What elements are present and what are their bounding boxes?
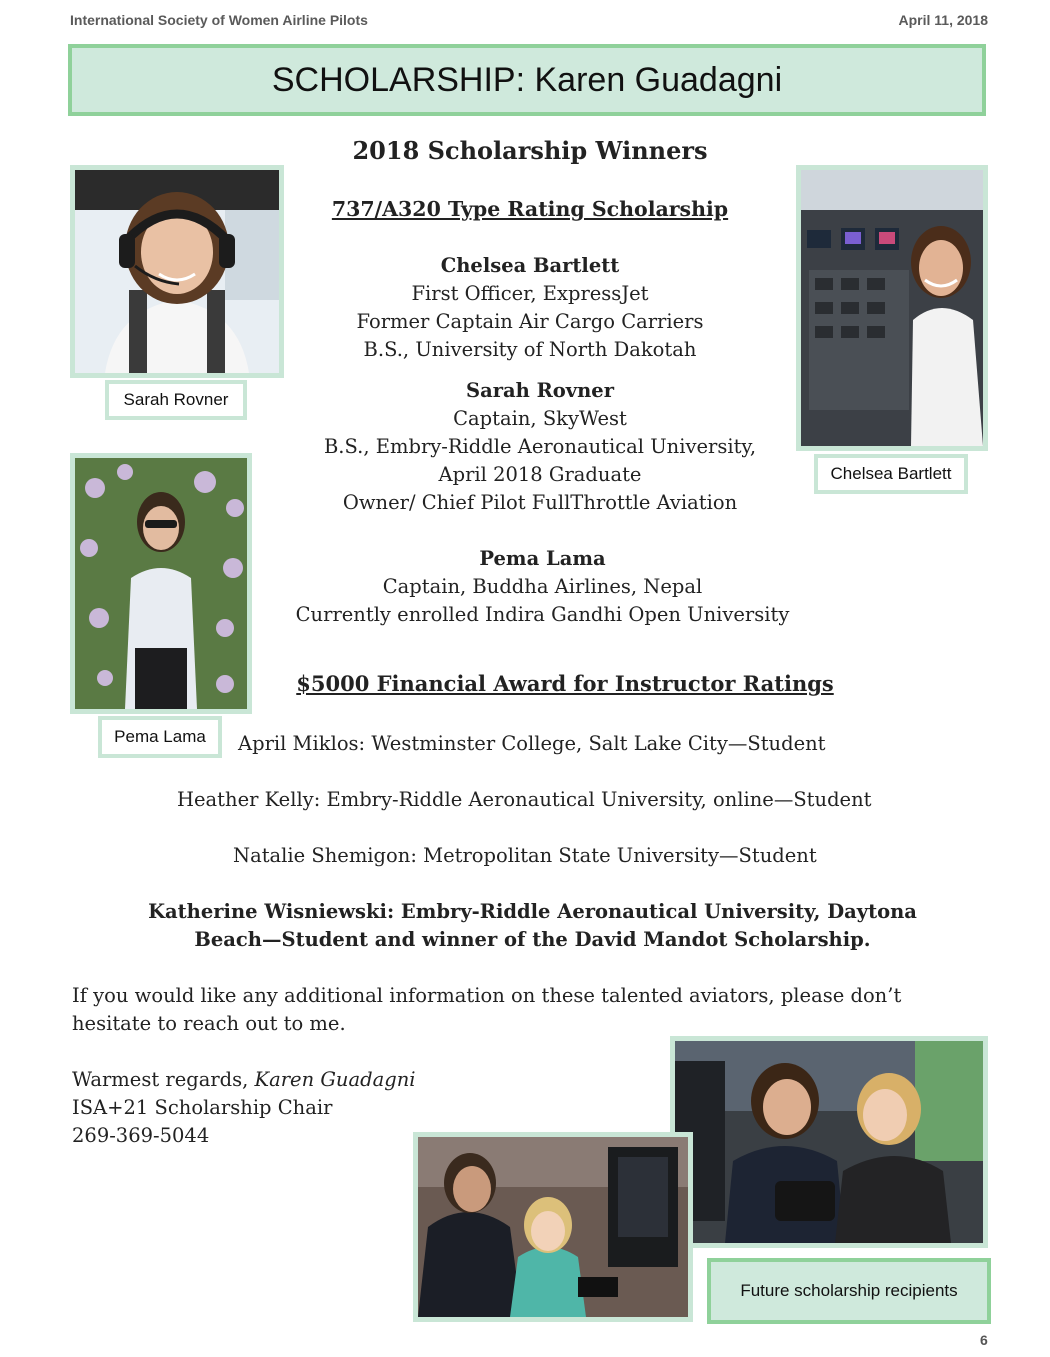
instructor-award-heading: $5000 Financial Award for Instructor Ratings (296, 671, 834, 696)
caption-sarah: Sarah Rovner (105, 380, 247, 420)
winner-detail: Currently enrolled Indira Gandhi Open University (295, 603, 790, 626)
page-title: SCHOLARSHIP: Karen Guadagni (271, 60, 783, 99)
photo-future-1 (670, 1036, 988, 1248)
org-name: International Society of Women Airline Pilots (70, 12, 368, 28)
winner-detail: First Officer, ExpressJet (411, 282, 649, 305)
photo-future-2 (413, 1132, 693, 1322)
winner-name: Chelsea Bartlett (440, 254, 620, 277)
closing-paragraph (72, 982, 972, 1038)
closing-line: If you would like any additional information on these talented aviators, please don’t (72, 984, 902, 1007)
closing-line: hesitate to reach out to me. (72, 1012, 346, 1035)
photo-future-2-image (418, 1137, 688, 1317)
special-recipient (70, 898, 995, 954)
signature-block (72, 1066, 416, 1150)
photo-chelsea (796, 165, 988, 451)
signer-phone: 269-369-5044 (72, 1124, 210, 1147)
winner-sarah (290, 377, 790, 517)
issue-date: April 11, 2018 (898, 12, 988, 28)
photo-future-1-image (675, 1041, 983, 1243)
recipient-line: Natalie Shemigon: Metropolitan State University—Student (233, 844, 817, 867)
signer-name: Karen Guadagni (254, 1068, 416, 1091)
special-line: Beach—Student and winner of the David Mandot Scholarship. (194, 928, 871, 951)
winner-detail: Owner/ Chief Pilot FullThrottle Aviation (342, 491, 738, 514)
recipient-line: April Miklos: Westminster College, Salt Lake City—Student (238, 732, 826, 755)
photo-pema-image (75, 458, 247, 709)
photo-sarah-image (75, 170, 279, 373)
winner-pema (270, 545, 815, 629)
winner-detail: April 2018 Graduate (438, 463, 642, 486)
winner-detail: Captain, Buddha Airlines, Nepal (382, 575, 703, 598)
regards-text: Warmest regards, (72, 1068, 255, 1091)
recipient-line: Heather Kelly: Embry-Riddle Aeronautical University, online—Student (177, 788, 872, 811)
winner-detail: B.S., University of North Dakotah (363, 338, 697, 361)
winner-name: Pema Lama (479, 547, 606, 570)
caption-chelsea: Chelsea Bartlett (814, 454, 968, 494)
winner-chelsea (290, 252, 770, 364)
caption-future: Future scholarship recipients (707, 1258, 991, 1324)
signer-role: ISA+21 Scholarship Chair (72, 1096, 333, 1119)
winner-detail: Captain, SkyWest (453, 407, 627, 430)
title-banner (68, 44, 986, 116)
photo-pema (70, 453, 252, 714)
winners-heading: 2018 Scholarship Winners (352, 136, 708, 165)
photo-sarah (70, 165, 284, 378)
type-rating-heading: 737/A320 Type Rating Scholarship (331, 197, 729, 221)
caption-pema: Pema Lama (98, 716, 222, 758)
winner-name: Sarah Rovner (466, 379, 614, 402)
photo-chelsea-image (801, 170, 983, 446)
page-number: 6 (980, 1332, 988, 1348)
winner-detail: B.S., Embry-Riddle Aeronautical University, (323, 435, 757, 458)
winner-detail: Former Captain Air Cargo Carriers (356, 310, 704, 333)
special-line: Katherine Wisniewski: Embry-Riddle Aeronautical University, Daytona (148, 900, 917, 923)
regards-line (72, 1066, 416, 1094)
